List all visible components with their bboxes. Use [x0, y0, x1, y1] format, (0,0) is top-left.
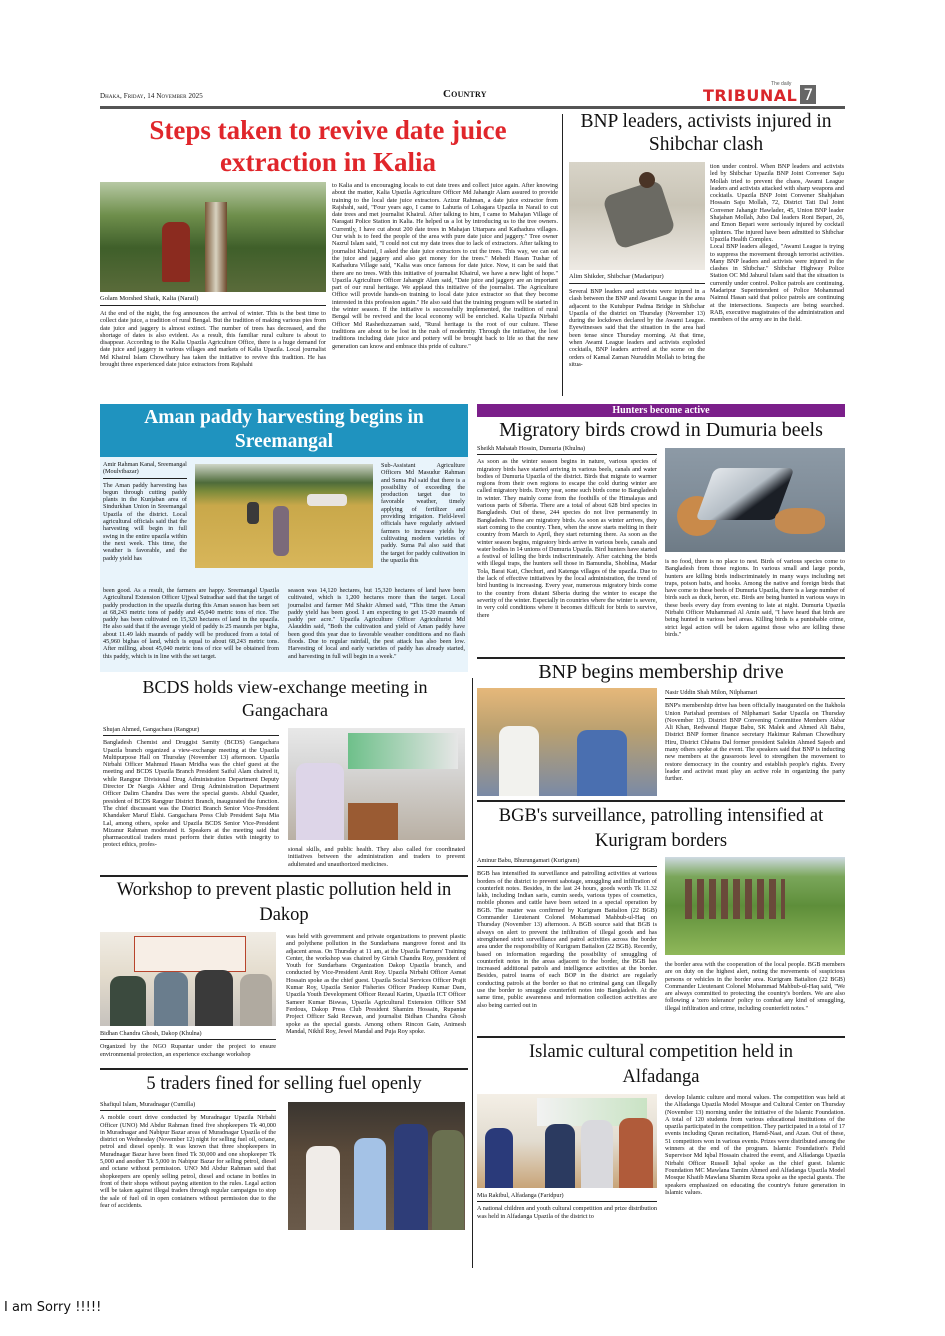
masthead-rule [100, 106, 845, 109]
article-body-col2: sional skills, and public health. They also called for coordinated initiatives between the administration and traders to prevent adulterated and unauthorized medicines. [288, 846, 465, 868]
article-body-col1-wrap [477, 445, 657, 619]
headline: BNP leaders, activists injured in Shibchar clash [580, 111, 832, 155]
article-migratory-birds [477, 404, 845, 656]
byline: Mia Rakibul, Alfadanga (Faridpur) [477, 1192, 657, 1202]
bgb-soldiers-patrolling-field-photo [665, 857, 845, 955]
article-date-juice [100, 114, 558, 396]
section-rule [100, 875, 468, 877]
byline: Shafiqul Islam, Muradnagar (Cumilla) [100, 1101, 276, 1111]
article-bgb [477, 804, 845, 1034]
article-bnp-membership [477, 660, 845, 798]
article-body: A mobile court drive conducted by Muradnagar Upazila Nirbahi Officer (UNO) Md Abdur Rahman fined five shopkeepers Tk 40,000 in Muradnagar and Nabipur Bazar areas of Muradnagar Upazila of the district on Wednesday (November 12) night for selling fuel oil, octane, petrol and diesel openly. It was known that three shopkeepers in Muradnagar Bazar have been fined Tk 30,000 and one shopkeeper Tk 5,000 and another Tk 5,000 in Nabipur Bazar for selling petrol, diesel and octane without permission. UNO Md Abdur Rahman said that shopkeepers are openly selling petrol, diesel and octane in bottles in front of their shops without paying attention to the rules. Legal action will be taken against illegal traders through regular campaigns to stop the sale of fuel oil in open containers without permission due to the fear of accidents. [100, 1114, 276, 1209]
article-aman-paddy [100, 404, 468, 672]
logo-prefix: The daily [771, 81, 792, 87]
article-body-col1: Several BNP leaders and activists were injured in a clash between the BNP and Awami League in the area adjacent to the Kutubpur Padma Bridge in Shibchar Upazila of the district on Thursday (November 13) during the lockdown declared by the Awami League. Eyewitnesses said that the situation in the area had been tense since Thursday morning. At that time, when Awami League leaders and activists exploded cocktails, BNP leaders arrived at the scene on the orders of Kamal Zaman Nuruddin Mollah to bring the situa- [569, 288, 705, 368]
headline: Migratory birds crowd in Dumuria beels [499, 419, 823, 441]
section-rule [477, 1036, 845, 1038]
article-body-col2: is no food, there is no place to nest. Birds of various species come to Bangladesh from those regions. In various small and large ponds, hunters are killing birds indiscriminately in many ways including net traps, poison baits, and hooks. Among the native and foreign birds that have come to these beels of Dumuria Upazila, there is a large number of birds such as duck, heron, etc. Birds are being hunted in various ways in these beels every day from evening to late at night. Dumuria Upazila Nirbahi Officer Muhammad Al Amin said, "I have heard that birds are being hunted in various beel areas. Killing birds is a punishable crime, strict legal action will be taken against those who are killing these birds." [665, 558, 845, 638]
article-body-col2b: Local BNP leaders alleged, "Awami League is trying to suppress the movement through terrorist activities. Many BNP leaders and activists were injured in the clashes in Shibchar." Shibchar Highway Police Station OC Md Jahurul Islam said that the situation is currently under control. Police patrols are continuing. Madaripur Superintendent of Police Mohammad Naimul Hasan said that police patrols are continuing at the intersections. Suspects are being searched. RAB, executive magistrates of the administration and members of the army are in the field. [710, 243, 844, 324]
byline: Nasir Uddin Shah Milon, Nilphamari [665, 689, 845, 699]
article-body-col3: Sub-Assistant Agriculture Officers Md Masudur Rahman and Suma Pal said that there is a possibility of exceeding the production target due to favorable weather, timely applying of fertilizer and providing irrigation. Field-level officials have regularly advised farmers to increase yields by cultivating modern varieties of paddy. Suma Pal also said that the target for paddy cultivation in the upazila this [381, 462, 465, 564]
byline: Alim Shikder, Shibchar (Madaripur) [569, 273, 705, 284]
byline: Amir Rahman Kanal, Sreemangal (Moulvibazar) [103, 461, 187, 479]
column-divider [472, 678, 473, 1268]
article-plastic-workshop [100, 878, 468, 1066]
article-body-wrap [100, 1101, 276, 1209]
column-divider [562, 114, 563, 396]
article-body-col1-wrap [477, 857, 657, 1009]
article-body-col1-wrap [103, 726, 279, 849]
article-bnp-clash [567, 110, 845, 400]
headline: Steps taken to revive date juice extraction in Kalia [149, 115, 507, 177]
headline: Islamic cultural competition held in Alfadanga [528, 1042, 794, 1087]
headline: BNP begins membership drive [538, 661, 784, 683]
article-body-col2: was held with government and private organizations to prevent plastic and polythene pollution in the Sundarbans mangrove forest and its adjacent areas. On Thursday at 11 am, at the Upazila Farmers' Training Center, the workshop was chaired by Girish Chandra Roy, president of Youth for Sundarbans Organization Dakop Upazila branch, and conducted by Vice-President Amit Roy. Upazila Nirbahi Officer Asmat Hossain spoke as the chief guest. Upazila Social Services Officer Prajit Kumar Roy, Upazila Senior Fisheries Officer Pradeep Kumar Dam, Upazila Youth Development Officer Rezaul Karim, Upazila ICT Officer Sameer Kumar Biswas, Upazila Agricultural Extension Officer SM Ferdous, Dakop Press Club President Shamim Hossain, Rupantar Project Officer Saki Rezwan, and journalist Bidhan Chandra Ghosh spoke as the special guests. Among others Rincon Gain, Animesh Mandal, Nikhil Roy, Jewel Mandal and Puja Roy spoke. [286, 933, 466, 1035]
speaker-at-podium-photo [288, 728, 465, 840]
issue-date: Dhaka, Friday, 14 November 2025 [100, 92, 203, 100]
workshop-panel-photo [100, 932, 276, 1026]
article-body-bottom2: season was 14,120 hectares, but 15,320 hectares of land have been cultivated, which is 1,200 hectares more than the target. Local journalist and farmer Md Shakir Ahmed said, "This time the Aman paddy yield has been good. I am expecting to get 15-20 maunds of paddy per acre." Upazila Agriculture Officer Agriculturist Md Alauddin said, "Both the cultivation and yield of Aman paddy have been good this year due to favorable weather conditions and no flash floods. Due to regular rainfall, the pest attack has also been low. Harvesting of local and early varieties of paddy has already started, and harvesting in full will begin in a week." [288, 587, 465, 660]
article-fuel-fines [100, 1072, 468, 1240]
headline: BCDS holds view-exchange meeting in Gangachara [142, 677, 428, 720]
article-body-col2: the border area with the cooperation of the local people. BGB members are on duty on the highest alert, noting the movements of suspicious persons or vehicles in the border area. Kurigram Battalion (22 BGB) Commander Lieutenant Colonel Mohammad Mahbub-ul-Haq said, "We are always committed to protecting the country's borders. We are also following a 'zero tolerance' policy to combat any kind of smuggling, illegal infiltration and crime, including counterfeit notes." [665, 961, 845, 1012]
ruddy-shelduck-birds-photo [665, 448, 845, 552]
article-body-col1: Organized by the NGO Rupantar under the project to ensure environmental protection, an experience exchange workshop [100, 1043, 276, 1058]
headline: Aman paddy harvesting begins in Sreemangal [144, 407, 424, 452]
article-bcds [100, 676, 468, 874]
article-body-col1: The Aman paddy harvesting has begun through cutting paddy plants in the Kunjaban area of Sindurkhan Union in Sreemangal Upazila of the district. Local agricultural officials said that the harvesting will begin in full swing in the entire upazila within the next week. This time, the weather is favorable, and the paddy yield has [103, 481, 187, 562]
article-body-col1-wrap [100, 1030, 276, 1058]
article-body: BNP's membership drive has been officially inaugurated on the Itakhola Union Parishad premises of Nilphamari Sadar Upazila on Thursday (November 13). District BNP Convening Committee Members Akbar Ali Khan, Redwanul Haque Babu, SK Malek and Ahmed Ali Babu, District BNP former finance secretary Hakimur Rahman Chowdhury Hiru, District Chhatra Dal former president Salekin Ahmed Sajeeb and many others spoke at the event. The speakers said that BNP is inducting new members at the grassroots level to strengthen the movement to restore democracy in the country and establish people's rights. Every leader and activist must play an active role in organizing the party further. [665, 702, 845, 783]
prize-distribution-photo [477, 1094, 657, 1188]
article-body-col1: BGB has intensified its surveillance and patrolling activities at various borders of the district to prevent sabotage, smuggling and infiltration of counterfeit notes. Besides, in the last 24 hours, goods worth Tk 11.32 lakh, including Indian saris, cumin seeds, various types of cosmetics, mobile phones and cattle have been seized in a special operation by BGB. The matter was confirmed by Kurigram Battalion (22 BGB) Commander Lieutenant Colonel Mohammad Mahbub-ul-Haq on Thursday (November 13) afternoon. A BGB source said that BGB is always on alert to prevent the infiltration of illegal goods and has strengthened strict surveillance and patrol activities across the border area under the responsibility of Kurigram Battalion (22 BGB). Recently, based on information regarding the possibility of smuggling of counterfeit notes in the areas adjacent to the border, the BGB has increased additional patrols and intelligence activities at the border. Besides, patrol teams of each BOP in the district are regularly conducting patrols at the border so that no criminal gang can illegally use the border to smuggle counterfeit notes into Bangladesh. At the same time, public awareness and information collection activities are also being carried out in [477, 870, 657, 1009]
section-rule [477, 657, 845, 659]
article-islamic-competition [477, 1040, 845, 1250]
byline: Aminur Babu, Bhurungamari (Kurigram) [477, 857, 657, 867]
headline: 5 traders fined for selling fuel openly [146, 1074, 422, 1094]
headline: BGB's surveillance, patrolling intensified at Kurigram borders [498, 806, 824, 851]
article-body-col2: to Kalia and is encouraging locals to cut date trees and collect juice again. After knowing about the matter, Kalia Upazila Agriculture Officer Md Jahangir Alam assured to provide training to the local date juice extractors. Azizur Rahman, a date juice extractor from Rajshahi, said, "Four years ago, I came to Lahuria of Lohagara Upazila in Narail to cut date trees and met journalist Khairul. After talking to him, I came to Mahajan Village of Naragati Police Station in Kalia. He helped us a lot by introducing us to the tree owners. Currently, I have cut about 200 date trees in Mahajan Uttarpara and Kathadura villages. Our wish is to feed the people of the area with pure date juice and jaggery." Tree owner Nazrul Islam said, "I could not cut my date trees due to lack of extractors. After talking to journalist Khairul, I asked the date juice extractors to cut the trees. This way, we can eat the juice and jaggery and also get money for the trees." Mehedi Hasan Tushar of Kathadura Village said, "Kalia was once famous for date juice. Now, it can be said that there are no trees. With this initiative of journalist Khairul, we have a new light of hope." Upazila Agriculture Officer Jahangir Alam said, "Date juice and jaggery are an important part of our rural heritage. We applaud this initiative of the journalist. The Agriculture Office will provide hands-on training to local date juice extractor so that they become interested in this profession again." He also said that the training program will be started in the winter season. If the initiative is successfully implemented, the tradition of rural Bengal will be revived and the local economy will be enriched. Kalia Upazila Nirbahi Officer Md Rasheduzzaman said, "Rural heritage is the root of our culture. These traditions are about to be lost in the rush of modernity. Through the initiative, the lost traditions including date juice and pottery will be brought back to life so that the new generation can know and embrace this pride of culture." [332, 182, 558, 350]
kicker: Hunters become active [612, 405, 710, 416]
article-body-bottom1: been good. As a result, the farmers are happy. Sreemangal Upazila Agricultural Extension Officer Ujjwal Sutradhar said that the target of paddy production in the upazila during this Aman season has been set at 68,243 metric tons of paddy and 45,040 metric tons of rice. The paddy has been cultivated on 15,320 hectares of land in the upazila. He also said that if the average yield of paddy is 25 maunds per bigha, about 11.49 lakh maunds of paddy will be produced from a total of 45,960 bighas of land, which is equal to about 68,243 metric tons. After milling, about 45,040 metric tons of rice will be obtained from this paddy, which is in line with the set target. [103, 587, 279, 660]
article-body-col1: As soon as the winter season begins in nature, various species of migratory birds have started arriving in various beels, canals and water bodies of Dumuria Upazila of the district. Birds that migrate to warmer regions from their own regions to escape the cold during winter are called migratory birds. Every year, some such birds come to Bangladesh in winter. They mainly come from the foothills of the Himalayas and various parts of Siberia. There are a total of about 628 bird species in Bangladesh. Out of these, 244 species do not live permanently in Bangladesh. These are migratory birds. As soon as winter arrives, they start coming to the country. Then, when the snow starts melting in their country from March to April, they start returning there. As soon as the winter season begins, migratory birds arrive in various beels, canals and water bodies in 14 unions of Dumuria Upazila. Bird hunters have started a festival of killing the birds indiscriminately. After catching the birds with illegal traps, the hunters sell those in Bamundia, Shoblina, Madar Tola, Barai Kati, Chechuri, and Katenga villages of the upazila. Due to the lack of effective initiatives by the local administration, the trend of bird hunting is increasing. Every year, numerous migratory birds come to the country from distant Siberia during the winter to escape the severity of the winter. Especially in countries where the winter is severe, in very cold conditions where it becomes difficult for birds to survive, there [477, 458, 657, 619]
newspaper-page [100, 78, 845, 1268]
headline: Workshop to prevent plastic pollution held in Dakop [116, 880, 452, 925]
article-body-wrap [665, 689, 845, 783]
article-body-col1: A national children and youth cultural competition and prize distribution was held in Alfadanga Upazila of the district to [477, 1205, 657, 1220]
footer-note: I am Sorry !!!!! [4, 1300, 102, 1315]
newspaper-logo [703, 78, 816, 104]
page-number: 7 [800, 85, 816, 104]
article-body-col2 [710, 163, 844, 324]
byline: Sheikh Mahatab Hossin, Dumuria (Khulna) [477, 445, 657, 455]
mobile-court-shop-photo [288, 1102, 465, 1230]
article-body-col1: Bangladesh Chemist and Druggist Samity (BCDS) Gangachara Upazila branch organized a view-exchange meeting at the Upazila Multipurpose Hall on Thursday (November 13) afternoon. Upazila Nirbahi Officer Mahmud Hasan Mridha was the chief guest at the meeting and BCDS Upazila Branch President Saiful Alam chaired it, while Rangpur Divisional Drug Administration Department Deputy Director Dr Nargis Akhter and Drug Administration Department Officer Dalim Chandra Das were the special guests. Abdul Quader, president of BCDS Rangpur District Branch, inaugurated the function. The chief discussant was the District Branch Senior Vice-President Khandaker Maruf Elahi. Gangachara Press Club President Saju Mia Lal, among others, spoke and Upazila BCDS Senior Vice-President Mizanur Rahman moderated it. Speakers at the meeting said that pharmaceutical traders must perform their duties with integrity to protect ethics, profes- [103, 739, 279, 849]
byline: Golam Morshed Shaik, Kalia (Narail) [100, 295, 326, 306]
article-body-col2a: tion under control. When BNP leaders and activists led by Shibchar Upazila BNP Joint Convener Saju Mollah tried to prevent the chaos, Awami League leaders and activists attacked with sharp weapons and cocktails. Upazila BNP Joint Convener Shahjahan Hossain Saju Mollah, 72, District Tati Dal Joint Convener Jahangir Hawlader, 45, Union BNP leader Shajahan Mollah, Jubo Dal leaders Roni Bepari, 26, and Emon Bepari were seriously injured by cocktail splinters. The injured have been admitted to Shibchar Upazila Health Complex. [710, 163, 844, 243]
section-title: Country [443, 88, 487, 100]
section-rule [100, 1068, 468, 1070]
article-body-col1: At the end of the night, the fog announces the arrival of winter. This is the best time to collect date juice, a tradition of rural Bengal. But the tradition of making various pies from date juice and jaggery is almost extinct. The number of trees has decreased, and the shortage of dates is also evident. As a result, this familiar rural culture is about to disappear. According to the Kalia Upazila Agriculture Office, there is a huge demand for date juice and jaggery in various villages and markets of Kalia Upazila. Local journalist Md Khairul Islam Chowdhury has taken the initiative to revive this tradition. He has brought three experienced date juice extractors from Rajshahi [100, 310, 326, 369]
article-body-col2: develop Islamic culture and moral values. The competition was held at the Alfadanga Upazila Model Mosque and Cultural Center on Thursday (November 13) morning under the initiative of the Islamic Foundation. A total of 120 students from various educational institutions of the upazila participated in the competition. They participated in a total of 17 events including Quran recitation, Hamd-Naat, and Azan. Out of these, 51 competitors won in various events. Prizes were distributed among the winners at the end of the program. Islamic Foundation's Field Supervisor Md Iqbal Hossain chaired the event, and Alfadanga Upazila Nirbahi Officer Russell Iqbal spoke as the chief guest. Islamic Foundation MC Mawlana Tamim Ahmed and Alfadanga Upazila Model Mosque Khatib Mawlana Shamim Reza spoke as the special guests. The speakers emphasized on educating the country's future generation in Islamic values. [665, 1094, 845, 1196]
injured-man-hospital-bed-photo [569, 162, 705, 270]
byline: Bidhan Chandra Ghosh, Dakop (Khulna) [100, 1030, 276, 1040]
farmers-harvesting-paddy-photo [195, 464, 373, 568]
man-climbing-date-palm-photo [100, 182, 326, 292]
article-body-col1-wrap [477, 1192, 657, 1220]
section-rule [477, 800, 845, 802]
logo-wordmark [703, 81, 797, 104]
article-body-col1-wrap [103, 461, 187, 562]
logo-name: TRIBUNAL [703, 86, 798, 105]
byline: Shujan Ahmed, Gangachara (Rangpur) [103, 726, 279, 736]
bnp-membership-form-handover-photo [477, 688, 657, 796]
